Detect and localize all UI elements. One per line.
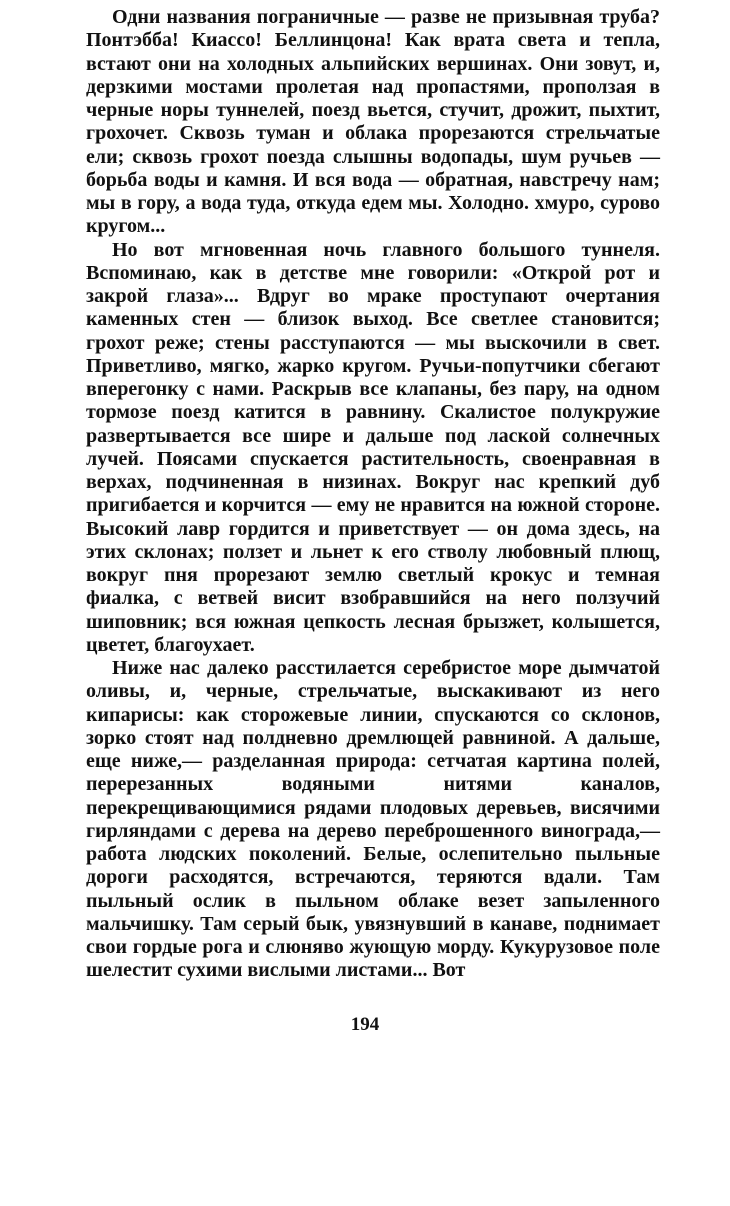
paragraph-1: Одни названия пограничные — разве не призывная труба? Понтэбба! Киассо! Беллинцона! Как врата света и тепла, встают они на холодных альпийских вершинах. Они зовут, и, дерзкими мостами пролетая над пропастями, проползая в черные норы туннелей, поезд вьется, стучит, дрожит, пыхтит, грохочет. Сквозь туман и облака прорезаются стрельчатые ели; сквозь грохот поезда слышны водопады, шум ручьев — борьба воды и камня. И вся вода — обратная, навстречу нам; мы в гору, а вода туда, откуда едем мы. Холодно. хмуро, сурово кругом... xyxy=(86,6,660,238)
body-text xyxy=(86,6,660,983)
paragraph-3: Ниже нас далеко расстилается серебристое море дымчатой оливы, и, черные, стрельчатые, выскакивают из него кипарисы: как сторожевые линии, спускаются со склонов, зорко стоят над полдневно дремлющей равниной. А дальше, еще ниже,— разделанная природа: сетчатая картина полей, перерезанных водяными нитями каналов, перекрещивающимися рядами плодовых деревьев, висячими гирляндами с дерева на дерево переброшенного винограда,— работа людских поколений. Белые, ослепительно пыльные дороги расходятся, встречаются, теряются вдали. Там пыльный ослик в пыльном облаке везет запыленного мальчишку. Там серый бык, увязнувший в канаве, поднимает свои гордые рога и слюняво жующую морду. Кукурузовое поле шелестит сухими вислыми листами... Вот xyxy=(86,657,660,982)
paragraph-2: Но вот мгновенная ночь главного большого туннеля. Вспоминаю, как в детстве мне говорили: «Открой рот и закрой глаза»... Вдруг во мраке проступают очертания каменных стен — близок выход. Все светлее становится; грохот реже; стены расступаются — мы выскочили в свет. Приветливо, мягко, жарко кругом. Ручьи-попутчики сбегают вперегонку с нами. Раскрыв все клапаны, без пару, на одном тормозе поезд катится в равнину. Скалистое полукружие развертывается все шире и дальше под лаской солнечных лучей. Поясами спускается растительность, своенравная в верхах, подчиненная в низинах. Вокруг нас крепкий дуб пригибается и корчится — ему не нравится на южной стороне. Высокий лавр гордится и приветствует — он дома здесь, на этих склонах; ползет и льнет к его стволу любовный плющ, вокруг пня прорезают землю светлый крокус и темная фиалка, с ветвей висит взобравшийся на него ползучий шиповник; вся южная цепкость лесная брызжет, колышется, цветет, благоухает. xyxy=(86,238,660,656)
page-number: 194 xyxy=(350,1014,380,1035)
